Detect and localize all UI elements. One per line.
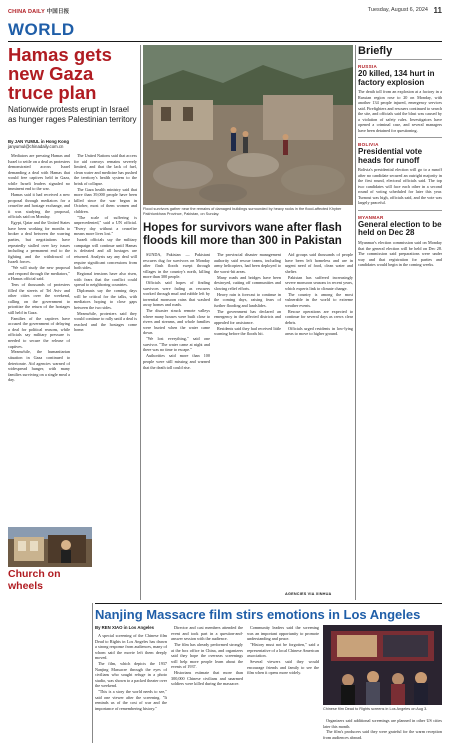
flood-caption: Flood survivors gather near the remains of damaged buildings surrounded by heavy rocks in the flood-affected Khyber Pakhtunkhwa Province, Pakistan, on Sunday. <box>143 207 342 216</box>
divider <box>358 137 442 138</box>
film-body-col-1 <box>95 633 167 743</box>
brief-headline: General election to be held on Dec 28 <box>358 219 442 238</box>
film-paragraph: Director and cast members attended the event and took part in a question-and-answer session with the audience. <box>171 625 243 642</box>
column-rule <box>355 45 356 600</box>
film-body-col-3 <box>247 625 319 743</box>
lead-byline-name: By JAN YUMUL in Hong Kong <box>8 139 69 144</box>
flood-paragraph: Officials said hopes of finding survivors were fading as rescuers worked through mud and rubble left by torrential monsoon rains that washed away homes and roads. <box>143 280 210 308</box>
brief-region: BOLIVIA <box>358 142 379 148</box>
divider <box>358 210 442 211</box>
briefs-title: Briefly <box>358 45 393 57</box>
flood-paragraph: Rescue operations are expected to continue for several days as crews clear debris. <box>285 308 353 325</box>
film-body-col-4 <box>323 718 442 743</box>
film-byline: By REN XIAO in Los Angeles <box>95 625 155 630</box>
film-paragraph: Historians estimate that more than 300,000 Chinese civilians and unarmed soldiers were killed during the massacre. <box>171 670 243 687</box>
masthead-strip <box>8 4 442 18</box>
lead-paragraph: Egypt, Qatar and the United States have been working for months to broker a deal between the warring parties, but negotiations have repeatedly stalled over key issues including a permanent end to the fighting and the withdrawal of Israeli forces. <box>8 220 70 265</box>
lead-paragraph: Diplomats say the coming days will be critical for the talks, with mediators hoping to close gaps between the two sides. <box>74 288 137 310</box>
film-body-col-2 <box>171 625 243 743</box>
bottom-rule <box>95 603 442 604</box>
flood-paragraph: Pakistan has suffered increasingly severe monsoon seasons in recent years, which experts link to climate change. <box>285 274 353 291</box>
brief-body: The death toll from an explosion at a factory in a Russian region rose to 20 on Monday, with another 134 people injured, emergency services said. Firefighters and rescuers continued to search the site, and officials said the blast was caused by a violation of safety rules. Investigators have opened a criminal case, and several managers have been detained for questioning. <box>358 89 442 133</box>
flood-body-col-2 <box>214 252 281 594</box>
brief-region: MYANMAR <box>358 214 384 220</box>
masthead <box>8 7 69 15</box>
brief-body: Bolivia's presidential election will go to a runoff after no candidate secured an outright majority in the first round, electoral officials said. The top two candidates will face each other in a second round of voting scheduled for later this year. Turnout was high, officials said, and the vote was largely peaceful. <box>358 167 442 206</box>
film-caption: Chinese film Dead to Rights screens in Los Angeles on Aug 3. <box>323 707 428 711</box>
lead-paragraph: Meanwhile, the humanitarian situation in Gaza continued to deteriorate. Aid agencies warned of widespread hunger, with many families surviving on a single meal a day. <box>8 349 70 383</box>
flood-paragraph: Officials urged residents in low-lying areas to move to higher ground. <box>285 325 353 337</box>
brief-region: RUSSIA <box>358 64 378 69</box>
flood-paragraph: SUNDA, Pakistan — Pakistani rescuers dug for survivors on Monday after flash floods swept through villages in the country's north, killing more than 300 people. <box>143 252 210 280</box>
film-paragraph: Community leaders said the screening was an important opportunity to promote understanding and peace. <box>247 625 319 642</box>
flood-body-col-3 <box>285 252 353 588</box>
divider <box>358 59 442 60</box>
flood-paragraph: The provincial disaster management authority said rescue teams, including army helicopters, had been deployed to the worst-hit areas. <box>214 252 281 274</box>
issue-date: Tuesday, August 6, 2024 <box>367 7 428 13</box>
film-paragraph: A special screening of the Chinese film Dead to Rights in Los Angeles has drawn a strong response from audiences, many of whom said the movie left them deeply moved. <box>95 633 167 661</box>
flood-paragraph: Many roads and bridges have been destroyed, cutting off communities and slowing relief efforts. <box>214 274 281 291</box>
film-paragraph: Organizers said additional screenings are planned in other US cities later this month. <box>323 718 442 729</box>
flood-paragraph: Heavy rain is forecast to continue in the coming days, raising fears of further flooding and landslides. <box>214 291 281 308</box>
column-rule <box>92 603 93 743</box>
lead-byline-email: janyumul@chinadaily.com.cn <box>8 144 64 150</box>
lead-paragraph: Families of the captives have accused the government of delaying a deal for political reasons, while officials say military pressure is needed to secure the release of captives. <box>8 315 70 349</box>
flood-headline: Hopes for survivors wane after flash floods kill more than 300 in Pakistan <box>143 222 342 247</box>
church-photo <box>8 527 92 567</box>
flood-agency: AGENCIES VIA XINHUA <box>285 592 332 596</box>
film-paragraph: The film, which depicts the 1937 Nanjing Massacre through the eyes of civilians who sought refuge in a photo studio, was shown to a packed theater over the weekend. <box>95 661 167 689</box>
lead-body-col-1 <box>8 153 70 521</box>
film-paragraph: The film's producers said they were grateful for the warm reception from audiences abroad. <box>323 729 442 741</box>
brief-headline: 20 killed, 134 hurt in factory explosion <box>358 69 435 87</box>
lead-paragraph: The Gaza health ministry said that more than 39,000 people have been killed since the war began in October, most of them women and children. <box>74 186 137 214</box>
flood-paragraph: Aid groups said thousands of people have been left homeless and are in urgent need of food, clean water and shelter. <box>285 252 353 274</box>
masthead-logo: CHINA DAILY <box>8 9 45 15</box>
lead-headline: Hamas gets new Gaza truce plan <box>8 44 112 103</box>
lead-byline <box>8 139 136 150</box>
church-headline: Church on wheels <box>8 568 61 592</box>
film-paragraph: "History must not be forgotten," said a representative of a local Chinese American association. <box>247 642 319 659</box>
flood-paragraph: Authorities said more than 100 people were still missing and warned that the death toll could rise. <box>143 353 210 370</box>
flood-paragraph: The government has declared an emergency in the affected districts and appealed for assistance. <box>214 308 281 325</box>
lead-paragraph: Hamas said it had received a new proposal through mediators for a ceasefire and hostage exchange, and it was studying the proposal, officials said on Monday. <box>8 192 70 220</box>
lead-body-col-2 <box>74 153 137 521</box>
flood-paragraph: The country is among the most vulnerable in the world to extreme weather events. <box>285 291 353 308</box>
lead-paragraph: The United Nations said that access for aid convoys remains severely limited, and that the lack of fuel, clean water and medicine has pushed the territory's health system to the brink of collapse. <box>74 153 137 186</box>
brief-body: Myanmar's election commission said on Monday that the general election will be held on Dec 28. The commission said preparations were under way and that registration for parties and candidates would begin in the coming weeks. <box>358 240 442 268</box>
column-rule <box>140 45 141 600</box>
film-headline: Nanjing Massacre film stirs emotions in Los Angeles <box>95 607 421 622</box>
flood-paragraph: The disaster struck remote valleys where many houses were built close to rivers and streams, and whole families were buried when the water came down. <box>143 308 210 336</box>
lead-paragraph: "The scale of suffering is unprecedented," said a UN official. "Every day without a ceasefire means more lives lost." <box>74 214 137 237</box>
film-photo <box>323 625 442 705</box>
lead-dek: Nationwide protests erupt in Israel as hunger rages Palestinian territory <box>8 105 137 124</box>
flood-photo <box>143 45 353 205</box>
lead-paragraph: Tens of thousands of protesters filled the streets of Tel Aviv and other cities over the weekend, calling on the government to prioritize the return of the hostages still held in Gaza. <box>8 282 70 315</box>
masthead-chinese: 中国日报 <box>46 9 70 15</box>
briefs-sidebar <box>358 45 442 590</box>
lead-paragraph: Regional tensions have also risen, with fears that the conflict could spread to neighboring countries. <box>74 271 137 288</box>
section-rule <box>8 41 442 42</box>
lead-paragraph: Mediators are pressing Hamas and Israel to settle on a deal as protesters demonstrated across Israel demanding a deal with Hamas that would free captives held in Gaza, while Israeli leaders signaled no imminent end to the war. <box>8 153 70 192</box>
lead-paragraph: Meanwhile, protesters said they would continue to rally until a deal is reached and the hostages come home. <box>74 310 137 333</box>
page-number: 11 <box>433 6 442 15</box>
lead-paragraph: Israeli officials say the military campaign will continue until Hamas is defeated and all hostages are returned. Analysts say any deal will require significant concessions from both sides. <box>74 237 137 271</box>
film-paragraph: "This is a story the world needs to see," said one viewer after the screening. "It reminds us of the cost of war and the importance of remembering history." <box>95 689 167 711</box>
film-paragraph: Several viewers said they would encourage friends and family to see the film when it opens more widely. <box>247 659 319 676</box>
section-title: WORLD <box>8 20 75 39</box>
brief-headline: Presidential vote heads for runoff <box>358 147 423 165</box>
flood-body-col-1 <box>143 252 210 594</box>
flood-paragraph: "We lost everything," said one survivor. "The water came at night and there was no time to escape." <box>143 336 210 353</box>
flood-paragraph: Residents said they had received little warning before the floods hit. <box>214 325 281 337</box>
lead-paragraph: "We will study the new proposal and respond through the mediators," a Hamas official said. <box>8 265 70 282</box>
film-paragraph: The film has already performed strongly at the box office in China, and organizers said they hope the overseas screenings will help more people learn about the events of 1937. <box>171 642 243 670</box>
